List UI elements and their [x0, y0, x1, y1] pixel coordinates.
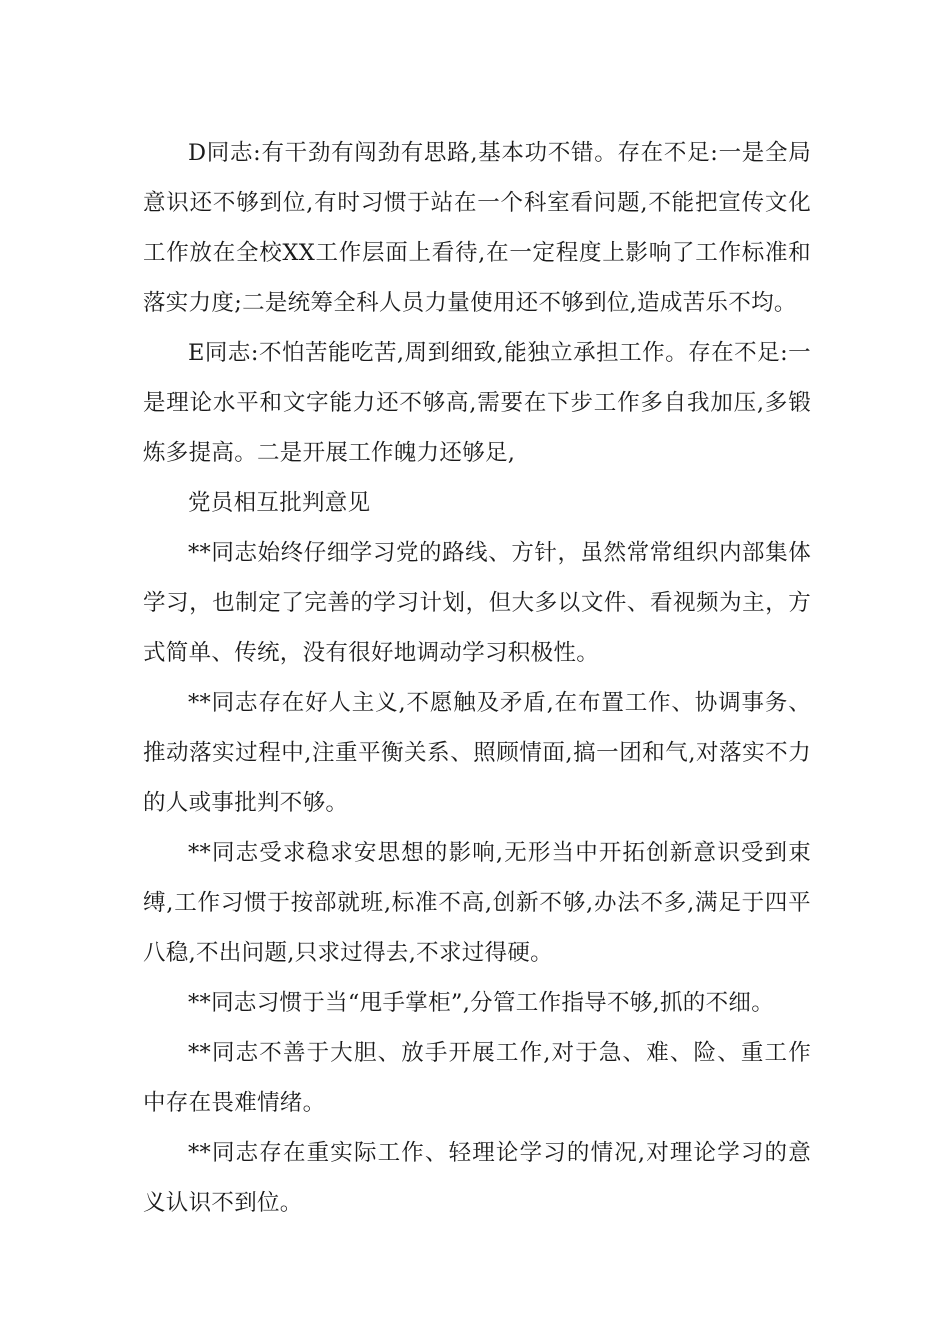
- paragraph-e-comrade: E同志:不怕苦能吃苦,周到细致,能独立承担工作。存在不足:一是理论水平和文字能力还不够高,需要在下步工作多自我加压,多锻炼多提高。二是开展工作魄力还够足,: [143, 340, 811, 466]
- paragraph-critique-1: **同志始终仔细学习党的路线、方针，虽然常常组织内部集体学习，也制定了完善的学习计划，但大多以文件、看视频为主，方式简单、传统，没有很好地调动学习积极性。: [143, 540, 811, 666]
- paragraph-critique-2: **同志存在好人主义,不愿触及矛盾,在布置工作、协调事务、推动落实过程中,注重平衡关系、照顾情面,搞一团和气,对落实不力的人或事批判不够。: [143, 690, 811, 816]
- paragraph-critique-6: **同志存在重实际工作、轻理论学习的情况,对理论学习的意义认识不到位。: [143, 1140, 811, 1216]
- section-heading: 党员相互批判意见: [188, 490, 371, 516]
- paragraph-d-comrade: D同志:有干劲有闯劲有思路,基本功不错。存在不足:一是全局意识还不够到位,有时习惯于站在一个科室看问题,不能把宣传文化工作放在全校XX工作层面上看待,在一定程度上影响了工作标准和落实力度;二是统筹全科人员力量使用还不够到位,造成苦乐不均。: [143, 140, 811, 316]
- paragraph-critique-4: **同志习惯于当“甩手掌柜”,分管工作指导不够,抓的不细。: [188, 990, 775, 1016]
- paragraph-critique-5: **同志不善于大胆、放手开展工作,对于急、难、险、重工作中存在畏难情绪。: [143, 1040, 811, 1116]
- paragraph-critique-3: **同志受求稳求安思想的影响,无形当中开拓创新意识受到束缚,工作习惯于按部就班,标准不高,创新不够,办法不多,满足于四平八稳,不出问题,只求过得去,不求过得硬。: [143, 840, 811, 966]
- document-body: [143, 128, 811, 1228]
